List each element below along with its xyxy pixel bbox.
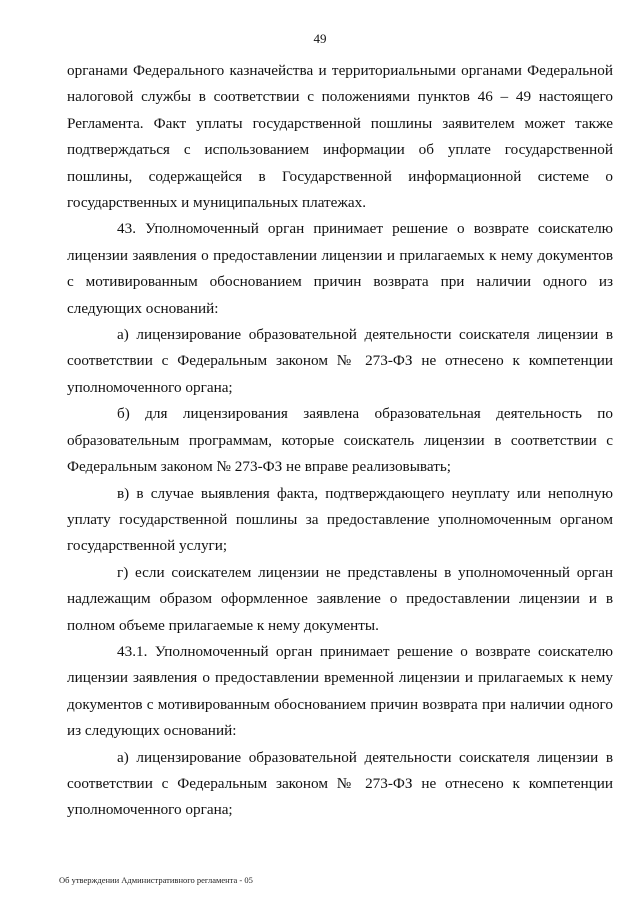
- footer-text: Об утверждении Административного регламента - 05: [59, 875, 253, 885]
- paragraph-clause-43-1: 43.1. Уполномоченный орган принимает решение о возврате соискателю лицензии заявления о предоставлении временной лицензии и прилагаемых к нему документов с мотивированным обоснованием причин возврата при наличии одного из следующих оснований:: [67, 642, 613, 740]
- paragraph-item-v: в) в случае выявления факта, подтверждающего неуплату или неполную уплату государственной пошлины за предоставление уполномоченным органом государственной услуги;: [67, 484, 613, 555]
- paragraph-item-b: б) для лицензирования заявлена образовательная деятельность по образовательным программам, которые соискатель лицензии в соответствии с Федеральным законом № 273-ФЗ не вправе реализовывать;: [67, 405, 613, 476]
- page-number: 49: [313, 31, 327, 46]
- paragraph-item-a: а) лицензирование образовательной деятельности соискателя лицензии в соответствии с Федеральным законом № 273-ФЗ не отнесено к компетенции уполномоченного органа;: [67, 326, 613, 396]
- paragraph-item-a-2: а) лицензирование образовательной деятельности соискателя лицензии в соответствии с Федеральным законом № 273-ФЗ не отнесено к компетенции уполномоченного органа;: [67, 748, 613, 819]
- paragraph-continuation: органами Федерального казначейства и территориальными органами Федеральной налоговой службы в соответствии с положениями пунктов 46 – 49 настоящего Регламента. Факт уплаты государственной пошлины заявителем может также подтверждаться с использованием информации об уплате государственной пошлины, содержащейся в Государственной информационной системе о государственных и муниципальных платежах.: [67, 62, 613, 212]
- paragraph-clause-43: 43. Уполномоченный орган принимает решение о возврате соискателю лицензии заявления о предоставлении лицензии и прилагаемых к нему документов с мотивированным обоснованием причин возврата при наличии одного из следующих оснований:: [67, 220, 613, 317]
- document-body: [67, 58, 613, 824]
- paragraph-item-g: г) если соискателем лицензии не представлены в уполномоченный орган надлежащим образом оформленное заявление о предоставлении лицензии и в полном объеме прилагаемые к нему документы.: [67, 563, 613, 634]
